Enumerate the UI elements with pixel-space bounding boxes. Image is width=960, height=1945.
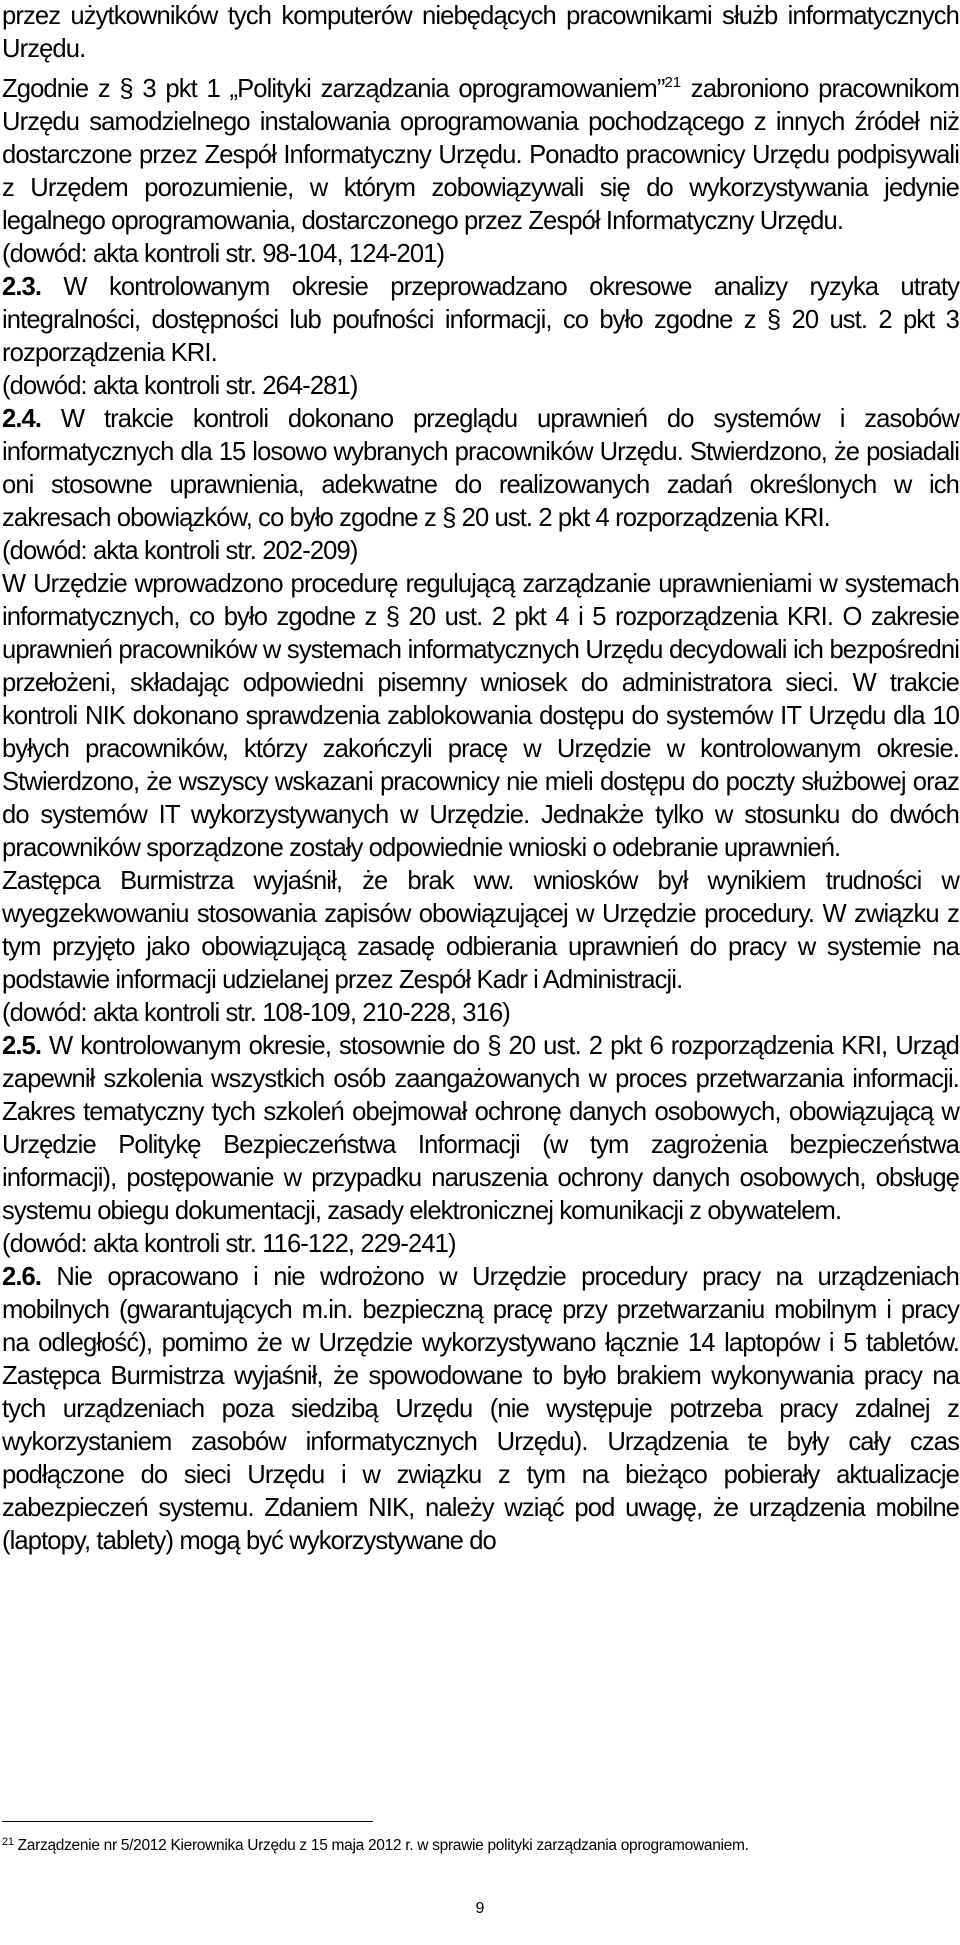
evidence-reference: (dowód: akta kontroli str. 98-104, 124-201) [2, 240, 445, 268]
section-number: 2.5. [2, 1032, 42, 1060]
section-text: W trakcie kontroli dokonano przeglądu uprawnień do systemów i zasobów informatycznych dla 15 losowo wybranych pracowników Urzędu. Stwierdzono, że posiadali oni stosowne uprawnienia, adekwatne do realizowanych zadań określonych w ich zakresach obowiązków, co było zgodne z § 20 ust. 2 pkt 4 rozporządzenia KRI. [2, 405, 959, 532]
evidence-reference: (dowód: akta kontroli str. 116-122, 229-241) [2, 1230, 456, 1258]
body-text [2, 0, 959, 1558]
paragraph-text: Zgodnie z § 3 pkt 1 „Polityki zarządzania oprogramowaniem” [2, 75, 665, 103]
footnote [2, 1832, 749, 1856]
paragraph-software-policy [2, 66, 959, 238]
paragraph-text: zabroniono pracownikom Urzędu samodzielnego instalowania oprogramowania pochodzącego z innych źródeł niż dostarczone przez Zespół Informatyczny Urzędu. Ponadto pracownicy Urzędu podpisywali z Urzędem porozumienie, w którym zobowiązywali się do wykorzystywania jedynie legalnego oprogramowania, dostarczonego przez Zespół Informatyczny Urzędu. [2, 75, 959, 235]
section-2-4 [2, 403, 959, 535]
footnote-text: Zarządzenie nr 5/2012 Kierownika Urzędu z 15 maja 2012 r. w sprawie polityki zarządzania oprogramowaniem. [17, 1837, 749, 1854]
section-number: 2.3. [2, 273, 42, 301]
section-number: 2.6. [2, 1263, 42, 1291]
footnote-reference[interactable]: 21 [664, 74, 682, 91]
evidence-reference: (dowód: akta kontroli str. 202-209) [2, 537, 358, 565]
paragraph-continuation: przez użytkowników tych komputerów niebędących pracownikami służb informatycznych Urzędu. [2, 2, 959, 63]
section-text: Nie opracowano i nie wdrożono w Urzędzie procedury pracy na urządzeniach mobilnych (gwarantujących m.in. bezpieczną pracę przy przetwarzaniu mobilnym i pracy na odległość), pomimo że w Urzędzie wykorzystywano łącznie 14 laptopów i 5 tabletów. Zastępca Burmistrza wyjaśnił, że spowodowane to było brakiem wykonywania pracy na tych urządzeniach poza siedzibą Urzędu (nie występuje potrzeba pracy zdalnej z wykorzystaniem zasobów informatycznych Urzędu). Urządzenia te były cały czas podłączone do sieci Urzędu i w związku z tym na bieżąco pobierały aktualizacje zabezpieczeń systemu. Zdaniem NIK, należy wziąć pod uwagę, że urządzenia mobilne (laptopy, tablety) mogą być wykorzystywane do [2, 1263, 959, 1555]
section-text: W kontrolowanym okresie przeprowadzano okresowe analizy ryzyka utraty integralności, dostępności lub poufności informacji, co było zgodne z § 20 ust. 2 pkt 3 rozporządzenia KRI. [2, 273, 959, 367]
paragraph-permissions-procedure: W Urzędzie wprowadzono procedurę regulującą zarządzanie uprawnieniami w systemach informatycznych, co było zgodne z § 20 ust. 2 pkt 4 i 5 rozporządzenia KRI. O zakresie uprawnień pracowników w systemach informatycznych Urzędu decydowali ich bezpośredni przełożeni, składając odpowiedni pisemny wniosek do administratora sieci. W trakcie kontroli NIK dokonano sprawdzenia zablokowania dostępu do systemów IT Urzędu dla 10 byłych pracowników, którzy zakończyli pracę w Urzędzie w kontrolowanym okresie. Stwierdzono, że wszyscy wskazani pracownicy nie mieli dostępu do poczty służbowej oraz do systemów IT wykorzystywanych w Urzędzie. Jednakże tylko w stosunku do dwóch pracowników sporządzone zostały odpowiednie wnioski o odebranie uprawnień. [2, 570, 959, 862]
footnote-marker: 21 [2, 1836, 14, 1848]
section-2-5 [2, 1030, 959, 1228]
section-text: W kontrolowanym okresie, stosownie do § 20 ust. 2 pkt 6 rozporządzenia KRI, Urząd zapewnił szkolenia wszystkich osób zaangażowanych w proces przetwarzania informacji. Zakres tematyczny tych szkoleń obejmował ochronę danych osobowych, obowiązującą w Urzędzie Politykę Bezpieczeństwa Informacji (w tym zagrożenia bezpieczeństwa informacji), postępowanie w przypadku naruszenia ochrony danych osobowych, obsługę systemu obiegu dokumentacji, zasady elektronicznej komunikacji z obywatelem. [2, 1032, 959, 1225]
evidence-reference: (dowód: akta kontroli str. 108-109, 210-228, 316) [2, 999, 510, 1027]
page-number: 9 [475, 1900, 485, 1917]
section-2-3 [2, 271, 959, 370]
paragraph-deputy-mayor-explanation: Zastępca Burmistrza wyjaśnił, że brak ww. wniosków był wynikiem trudności w wyegzekwowaniu stosowania zapisów obowiązującej w Urzędzie procedury. W związku z tym przyjęto jako obowiązującą zasadę odbierania uprawnień do pracy w systemie na podstawie informacji udzielanej przez Zespół Kadr i Administracji. [2, 867, 959, 994]
section-number: 2.4. [2, 405, 42, 433]
evidence-reference: (dowód: akta kontroli str. 264-281) [2, 372, 358, 400]
footnote-separator [2, 1821, 373, 1822]
section-2-6 [2, 1261, 959, 1558]
